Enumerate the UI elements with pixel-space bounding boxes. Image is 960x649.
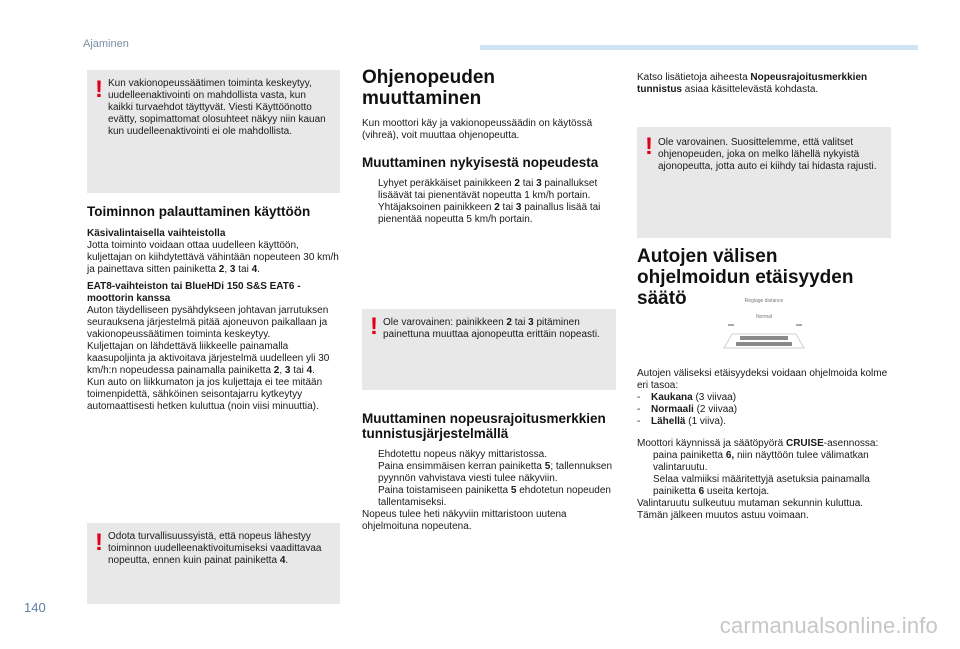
paragraph-eat8-c: Kun auto on liikkumaton ja jos kuljettaja ei tee mitään toimenpidettä, sähköinen seisontajarru kytkeytyy automaattisesti hetken kuluttua (noin viisi minuuttia).: [87, 377, 323, 412]
section-label: Ajaminen: [83, 38, 129, 50]
page-number: 140: [24, 600, 46, 615]
list-item: Paina ensimmäisen kerran painiketta 5; tallennuksen pyynnön vahvistava viesti tulee näkyviin.: [378, 461, 613, 484]
warning-text: Ole varovainen. Suosittelemme, että valitset ohjenopeuden, joka on melko lähellä nykyistä ajonopeutta, jotta auto ei kiihdy tai hidasta rajusti.: [658, 137, 877, 172]
display-value: Normal: [755, 314, 773, 320]
list-item: Selaa valmiiksi määritettyjä asetuksia painamalla painiketta 6 useita kertoja.: [653, 474, 870, 497]
dash-icon: -: [637, 404, 641, 415]
warning-icon: !: [95, 529, 103, 556]
paragraph-eat8-b: Kuljettajan on lähdettävä liikkeelle painamalla kaasupoljinta ja aktivoitava järjestelmä uudelleen yli 30 km/h:n nopeudessa painamalla painiketta 2, 3 tai 4.: [87, 341, 330, 376]
list-item: - Kaukana (3 viivaa): [637, 392, 737, 403]
warning-icon: !: [95, 76, 103, 103]
display-title: Réglage distance: [744, 298, 784, 304]
dash-icon: -: [637, 392, 641, 403]
warning-text: Kun vakionopeussäätimen toiminta keskeytyy, uudelleenaktivointi on mahdollista vasta, kun kaikki turvaehdot täyttyvät. Viesti Käyttöönotto evätty, sopimattomat olosuhteet näkyy niin kauan kun uudelleenaktivointi ei ole mahdollista.: [108, 78, 326, 137]
list-item: Yhtäjaksoinen painikkeen 2 tai 3 painallus lisää tai pienentää nopeutta 5 km/h portain.: [378, 202, 601, 225]
paragraph-manual-gearbox: Jotta toiminto voidaan ottaa uudelleen käyttöön, kuljettajan on kiihdytettävä vähintään nopeuteen 30 km/h ja painettava sitten painiketta 2, 3 tai 4.: [87, 240, 339, 275]
paragraph-outro: Nopeus tulee heti näkyviin mittaristoon uutena ohjelmoituna nopeutena.: [362, 509, 567, 532]
section-heading-speed-change: Ohjenopeuden muuttaminen: [362, 67, 495, 109]
warning-icon: !: [645, 133, 653, 160]
column-1-body: [87, 204, 342, 413]
column-3-body: [637, 368, 893, 522]
list-item: - Lähellä (1 viiva).: [637, 416, 727, 427]
column-3-ref: [637, 72, 893, 96]
dash-icon: -: [637, 416, 641, 427]
paragraph-reference: Katso lisätietoja aiheesta Nopeusrajoitusmerkkien tunnistus asiaa käsittelevästä kohdasta.: [637, 72, 868, 95]
distance-setting-display: [712, 296, 816, 360]
list-item: Lyhyet peräkkäiset painikkeen 2 tai 3 painallukset lisäävät tai pienentävät nopeutta 1 km/h portain.: [378, 178, 598, 201]
warning-text: Odota turvallisuussyistä, että nopeus lähestyy toiminnon uudelleenaktivoitumiseksi vaadittavaa nopeutta, ennen kuin painat painiketta 4.: [108, 531, 322, 566]
paragraph-intro: Kun moottori käy ja vakionopeussäädin on käytössä (vihreä), voit muuttaa ohjenopeutta.: [362, 118, 593, 141]
column-2-bottom: [362, 411, 618, 533]
warning-box-wait: [87, 523, 340, 604]
list-item: - Normaali (2 viivaa): [637, 404, 738, 415]
subheading-eat8: EAT8-vaihteiston tai BlueHDi 150 S&S EAT6 -moottorin kanssa: [87, 281, 301, 304]
list-item: paina painiketta 6, niin näyttöön tulee välimatkan valintaruutu.: [653, 450, 869, 473]
paragraph-distance-intro: Autojen väliseksi etäisyydeksi voidaan ohjelmoida kolme eri tasoa:: [637, 368, 888, 391]
subheading-manual-gearbox: Käsivalintaisella vaihteistolla: [87, 228, 226, 239]
subheading-current-speed: Muuttaminen nykyisestä nopeudesta: [362, 155, 599, 170]
paragraph-cruise-position: Moottori käynnissä ja säätöpyörä CRUISE-asennossa:: [637, 438, 879, 449]
distance-bars-icon: [712, 296, 816, 360]
warning-text: Ole varovainen: painikkeen 2 tai 3 pitäminen painettuna muuttaa ajonopeutta erittäin nopeasti.: [383, 317, 600, 340]
warning-box-hold-button: [362, 309, 616, 390]
header-bar: [480, 45, 918, 50]
list-item: Paina toistamiseen painiketta 5 ehdotetun nopeuden tallentamiseksi.: [378, 485, 611, 508]
section-heading-distance: Autojen välisen ohjelmoidun etäisyyden säätö: [637, 246, 854, 309]
warning-box-reactivation: [87, 70, 340, 193]
paragraph-box-closes: Valintaruutu sulkeutuu mutaman sekunnin kuluttua.: [637, 498, 864, 509]
paragraph-eat8-a: Auton täydelliseen pysähdykseen johtavan jarrutuksen seurauksena järjestelmä pitää ajoneuvon paikallaan ja vakionopeussäätimen toiminta keskeytyy.: [87, 305, 329, 340]
warning-icon: !: [370, 313, 378, 340]
paragraph-change-applies: Tämän jälkeen muutos astuu voimaan.: [637, 510, 809, 521]
column-2-top: [362, 67, 618, 226]
warning-box-careful: [637, 127, 891, 238]
subheading-sign-recognition: Muuttaminen nopeusrajoitusmerkkien tunnistusjärjestelmällä: [362, 411, 606, 441]
section-heading-reactivation: Toiminnon palauttaminen käyttöön: [87, 204, 311, 219]
list-item: Ehdotettu nopeus näkyy mittaristossa.: [378, 449, 547, 460]
watermark: carmanualsonline.info: [719, 613, 938, 638]
